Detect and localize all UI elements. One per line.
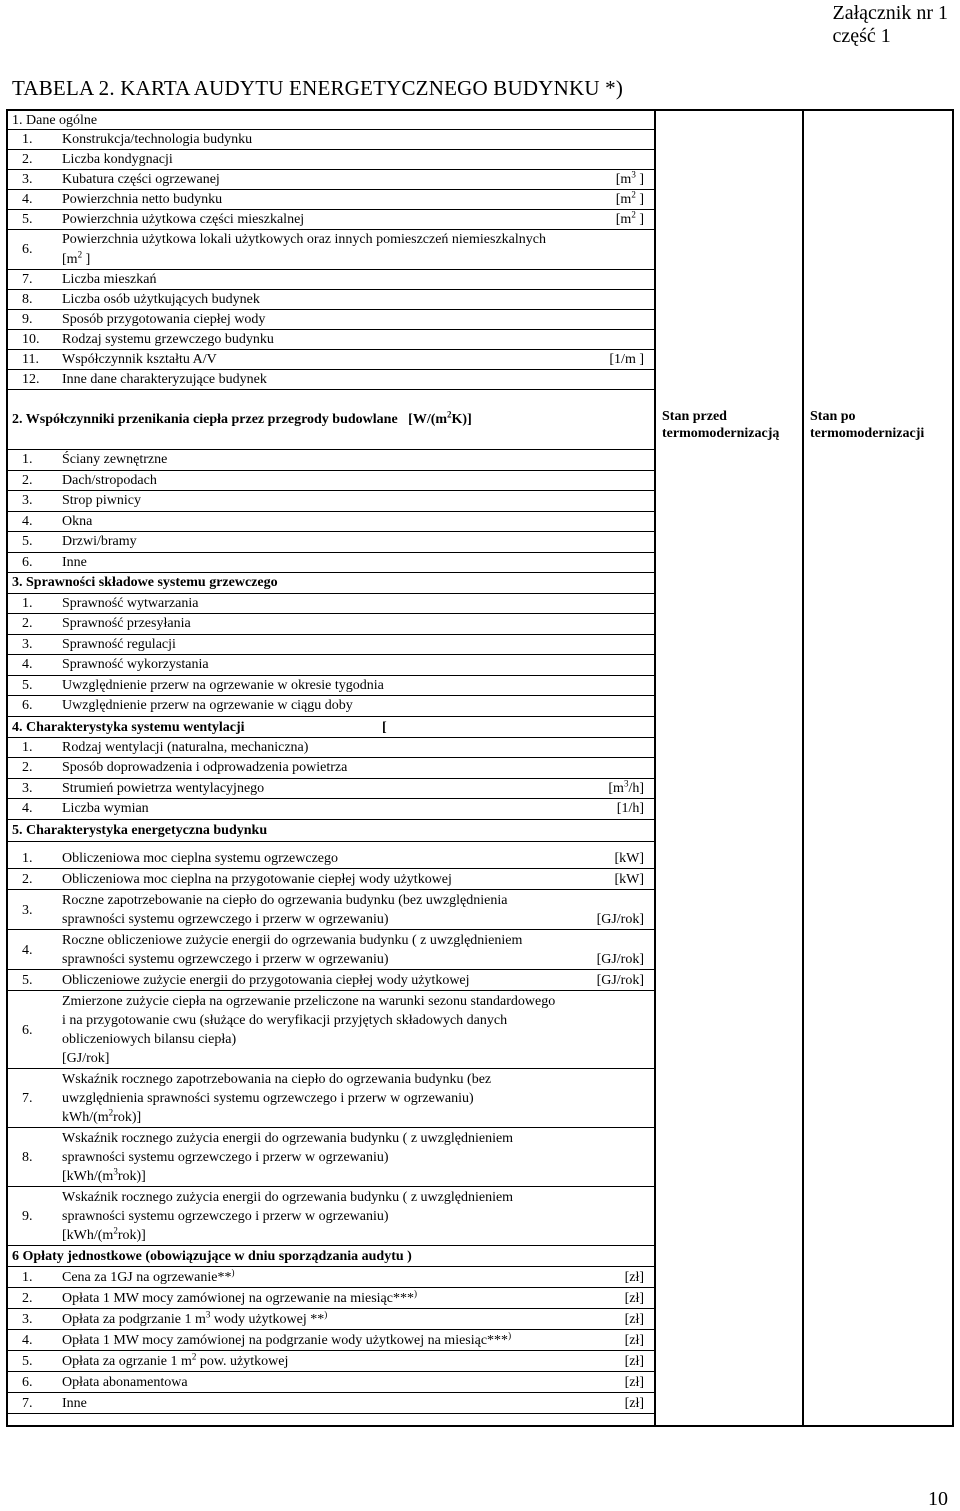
table-row — [8, 1309, 654, 1330]
row-unit: [$m^3$ ] — [615, 169, 644, 187]
section-header-2 — [8, 390, 654, 450]
row-number: 3. — [22, 1311, 33, 1327]
table-row — [8, 491, 654, 512]
table-row — [8, 210, 654, 230]
table-row — [8, 614, 654, 635]
row-unit: [zł] — [624, 1290, 644, 1306]
row-text: Opłata za ogrzanie 1 $m^2$ pow. użytkowej — [62, 1350, 289, 1369]
row-text: Wskaźnik rocznego zapotrzebowania na ciepło do ogrzewania budynku (bez uwzględnienia sprawności systemu ogrzewczego i przerw w ogrzewaniu) kWh/$(m^2rok)$] — [62, 1071, 492, 1125]
row-text: 6 Opłaty jednostkowe (obowiązujące w dniu sporządzania audytu ) — [12, 1248, 412, 1264]
row-number: 5. — [22, 534, 33, 549]
row-text: Sprawność regulacji — [62, 636, 176, 652]
row-number: 4. — [22, 657, 33, 672]
row-unit: [kW] — [614, 871, 644, 887]
row-number: 6. — [22, 554, 33, 570]
row-text: Kubatura części ogrzewanej — [62, 172, 220, 187]
row-number: 5. — [22, 212, 33, 227]
table-row — [8, 230, 654, 270]
row-text: Roczne zapotrzebowanie na ciepło do ogrzewania budynku (bez uwzględnienia sprawności systemu ogrzewczego i przerw w ogrzewaniu) — [62, 892, 508, 927]
row-text: Strumień powietrza wentylacyjnego — [62, 780, 265, 796]
row-unit: [zł] — [624, 1269, 644, 1285]
row-number: 10. — [22, 332, 40, 347]
row-unit: [$m^2$ ] — [615, 189, 644, 207]
row-number: 9. — [22, 312, 33, 327]
row-unit: [kW] — [614, 850, 644, 866]
row-number: 7. — [22, 272, 33, 287]
table-row — [8, 848, 654, 869]
table-row — [8, 471, 654, 492]
row-number: 3. — [22, 636, 33, 652]
table-row — [8, 1128, 654, 1187]
row-unit: [zł] — [624, 1311, 644, 1327]
row-number: 3. — [22, 493, 33, 508]
table-row — [8, 1187, 654, 1246]
table-row — [8, 1069, 654, 1128]
row-text: Liczba osób użytkujących budynek — [62, 292, 260, 307]
row-text: Współczynnik kształtu A/V — [62, 352, 217, 367]
row-unit: [1/h] — [616, 801, 644, 816]
row-text: Uwzględnienie przerw na ogrzewanie w ciągu doby — [62, 698, 353, 713]
row-text: Powierzchnia użytkowa części mieszkalnej — [62, 212, 305, 227]
row-text: Drzwi/bramy — [62, 534, 137, 549]
page-title: TABELA 2. KARTA AUDYTU ENERGETYCZNEGO BUDYNKU *) — [12, 76, 624, 100]
row-text: Sprawność przesyłania — [62, 616, 191, 631]
section-header-5 — [8, 820, 654, 842]
row-text: Inne — [62, 554, 87, 570]
table-row — [8, 869, 654, 890]
row-number: 4. — [22, 513, 33, 529]
column-divider-1 — [654, 109, 656, 1427]
table-row — [8, 1288, 654, 1309]
row-text: Wskaźnik rocznego zużycia energii do ogrzewania budynku ( z uwzględnieniem sprawności systemu ogrzewczego i przerw w ogrzewaniu) $[kWh/(m^3rok)]$ — [62, 1130, 514, 1184]
row-number: 4. — [22, 192, 33, 207]
table-row — [8, 170, 654, 190]
table-row — [8, 1372, 654, 1393]
row-unit: [GJ/rok] — [596, 911, 644, 927]
row-unit: $[m^3/h]$ — [608, 777, 644, 796]
row-number: 6. — [22, 1374, 33, 1390]
row-text: Opłata 1 MW mocy zamówionej na podgrzanie wody użytkowej na miesiąc***) — [62, 1329, 512, 1348]
row-text: Sprawność wytwarzania — [62, 595, 199, 611]
table-row — [8, 635, 654, 656]
row-number: 5. — [22, 1353, 33, 1369]
row-text: Ściany zewnętrzne — [62, 452, 168, 467]
row-number: 1. — [22, 850, 33, 866]
row-text: Rodzaj systemu grzewczego budynku — [62, 332, 274, 347]
row-number: 3. — [22, 902, 33, 918]
row-text: Zmierzone zużycie ciepła na ogrzewanie przeliczone na warunki sezonu standardowego i na przygotowanie cwu (służące do weryfikacji przyjętych składowych danych obliczeniowych bilansu ciepła) [GJ/rok] — [62, 993, 556, 1066]
row-text: Wskaźnik rocznego zużycia energii do ogrzewania budynku ( z uwzględnieniem sprawności systemu ogrzewczego i przerw w ogrzewaniu) $[kWh/(m^2rok)]$ — [62, 1189, 514, 1243]
row-number: 6. — [22, 698, 33, 713]
row-number: 6. — [22, 242, 33, 257]
table-row — [8, 991, 654, 1069]
column-header-after: Stan po termomodernizacji — [810, 409, 925, 441]
row-number: 11. — [22, 352, 39, 367]
row-unit: [GJ/rok] — [596, 951, 644, 967]
row-text: Inne — [62, 1395, 87, 1411]
section-header-3 — [8, 573, 654, 594]
row-text: Okna — [62, 513, 93, 529]
row-number: 1. — [22, 595, 33, 611]
row-text: Liczba wymian — [62, 801, 149, 816]
row-number: 1. — [22, 132, 33, 147]
row-text: Roczne obliczeniowe zużycie energii do ogrzewania budynku ( z uwzględnieniem sprawności systemu ogrzewczego i przerw w ogrzewaniu) — [62, 932, 523, 967]
section-header-6 — [8, 1246, 654, 1267]
table-row — [8, 1393, 654, 1414]
row-unit: [zł] — [624, 1332, 644, 1348]
table-row — [8, 532, 654, 553]
row-text: Strop piwnicy — [62, 493, 141, 508]
row-text: Opłata 1 MW mocy zamówionej na ogrzewanie na miesiąc***) — [62, 1287, 417, 1306]
table-row — [8, 594, 654, 615]
table-row — [8, 696, 654, 717]
row-number: 2. — [22, 616, 33, 631]
row-number: 7. — [22, 1395, 33, 1411]
table-row — [8, 676, 654, 697]
row-text: Dach/stropodach — [62, 472, 157, 488]
row-number: 1. — [22, 739, 33, 755]
annex-line-1: Załącznik nr 1 — [832, 2, 948, 24]
row-unit: [zł] — [624, 1395, 644, 1411]
table-row — [8, 655, 654, 676]
table-row — [8, 1267, 654, 1288]
annex-line-2: część 1 — [832, 25, 891, 47]
row-text: Opłata za podgrzanie 1 $m^3$ wody użytkowej **) — [62, 1308, 328, 1327]
row-number: 1. — [22, 1269, 33, 1285]
row-text: 2. Współczynniki przenikania ciepła przez przegrody budowlane $[W/(m^2K)]$ — [12, 409, 472, 427]
row-number: 2. — [22, 472, 33, 488]
table-row — [8, 970, 654, 991]
table-row — [8, 330, 654, 350]
row-text: Powierzchnia użytkowa lokali użytkowych oraz innych pomieszczeń niemieszkalnych [$m^2$ ] — [62, 232, 546, 267]
row-number: 12. — [22, 372, 40, 387]
table-row — [8, 310, 654, 330]
row-number: 8. — [22, 1149, 33, 1165]
row-text: 4. Charakterystyka systemu wentylacji [ — [12, 719, 387, 735]
row-number: 4. — [22, 1332, 33, 1348]
row-text: Obliczeniowe zużycie energii do przygotowania ciepłej wody użytkowej — [62, 972, 470, 988]
section-header-4 — [8, 717, 654, 738]
table-row — [8, 779, 654, 800]
table-row — [8, 370, 654, 390]
row-number: 3. — [22, 780, 33, 796]
row-number: 2. — [22, 1290, 33, 1306]
table-row — [8, 150, 654, 170]
row-unit: [zł] — [624, 1353, 644, 1369]
row-number: 6. — [22, 1022, 33, 1038]
table-row — [8, 799, 654, 820]
row-number: 5. — [22, 677, 33, 693]
row-text: Rodzaj wentylacji (naturalna, mechaniczna) — [62, 739, 309, 755]
row-number: 4. — [22, 801, 33, 816]
row-text: Sposób doprowadzenia i odprowadzenia powietrza — [62, 760, 348, 775]
row-number: 3. — [22, 172, 33, 187]
row-number: 8. — [22, 292, 33, 307]
row-unit: [1/m ] — [609, 352, 644, 367]
row-unit: [$m^2$ ] — [615, 209, 644, 227]
table-row — [8, 512, 654, 533]
row-number: 7. — [22, 1090, 33, 1106]
page-number: 10 — [928, 1488, 948, 1510]
column-header-before: Stan przed termomodernizacją — [662, 409, 780, 441]
row-text: Sposób przygotowania ciepłej wody — [62, 312, 266, 327]
row-unit: [zł] — [624, 1374, 644, 1390]
row-text: Inne dane charakteryzujące budynek — [62, 372, 267, 387]
row-text: Uwzględnienie przerw na ogrzewanie w okresie tygodnia — [62, 677, 384, 693]
table-row — [8, 553, 654, 574]
table-row — [8, 1330, 654, 1351]
row-text: Sprawność wykorzystania — [62, 657, 209, 672]
row-number: 2. — [22, 152, 33, 167]
row-unit: [GJ/rok] — [596, 972, 644, 988]
table-row — [8, 290, 654, 310]
row-number: 5. — [22, 972, 33, 988]
table-row — [8, 1351, 654, 1372]
row-number: 4. — [22, 942, 33, 958]
row-number: 2. — [22, 871, 33, 887]
row-text: Opłata abonamentowa — [62, 1374, 188, 1390]
table-row — [8, 450, 654, 471]
table-row — [8, 930, 654, 970]
row-text: Liczba mieszkań — [62, 272, 157, 287]
row-text: Liczba kondygnacji — [62, 152, 173, 167]
row-number: 9. — [22, 1208, 33, 1224]
table-row — [8, 738, 654, 759]
column-divider-2 — [802, 109, 804, 1427]
row-text: 1. Dane ogólne — [12, 113, 98, 128]
table-row — [8, 130, 654, 150]
table-row — [8, 270, 654, 290]
row-text: Obliczeniowa moc cieplna systemu ogrzewczego — [62, 850, 339, 866]
table-row — [8, 758, 654, 779]
row-text: Obliczeniowa moc cieplna na przygotowanie ciepłej wody użytkowej — [62, 871, 452, 887]
row-text: Cena za 1GJ na ogrzewanie**) — [62, 1266, 235, 1285]
row-text: 3. Sprawności składowe systemu grzewczego — [12, 575, 278, 590]
row-text: 5. Charakterystyka energetyczna budynku — [12, 822, 268, 838]
row-text: Konstrukcja/technologia budynku — [62, 132, 253, 147]
table-row — [8, 890, 654, 930]
section-header-1 — [8, 111, 654, 130]
row-number: 2. — [22, 760, 33, 775]
table-row — [8, 350, 654, 370]
row-number: 1. — [22, 452, 33, 467]
annex-label — [833, 2, 949, 48]
table-row — [8, 190, 654, 210]
row-text: Powierzchnia netto budynku — [62, 192, 223, 207]
